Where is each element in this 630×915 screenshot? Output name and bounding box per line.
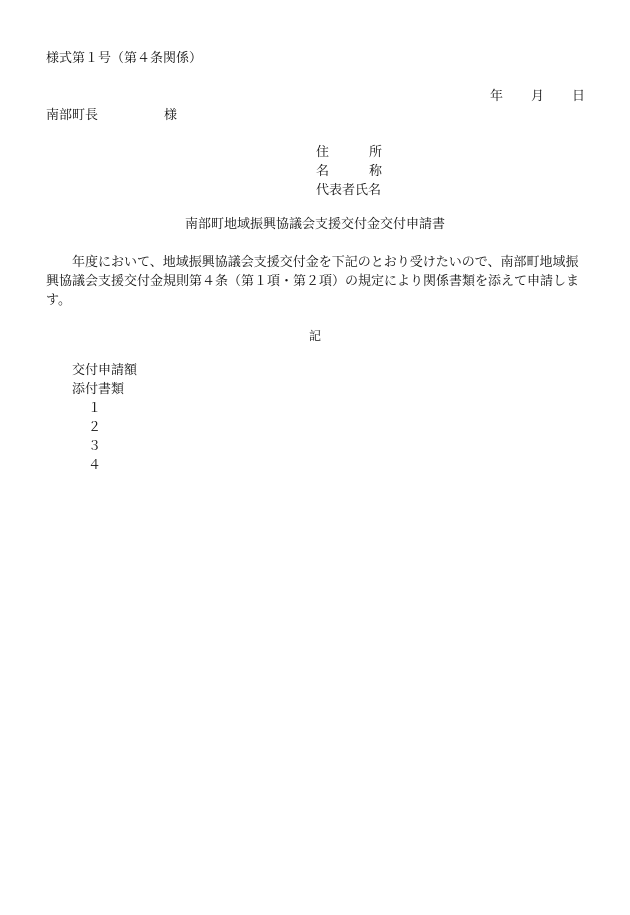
body-paragraph [46,253,590,310]
attachment-item: ２ [88,420,102,435]
amount-label: 交付申請額 [72,363,138,378]
form-number: 様式第１号（第４条関係） [46,51,203,66]
applicant-address-label: 住所 [316,145,382,160]
date-day-label: 日 [572,89,586,104]
attachment-item: １ [88,401,102,416]
applicant-block [316,144,382,201]
attachments-label: 添付書類 [72,382,125,397]
ki-marker: 記 [308,329,321,343]
items-list [72,362,137,476]
recipient-honorific: 様 [164,108,178,123]
recipient [46,107,177,125]
applicant-name-label: 名称 [316,164,382,179]
recipient-name: 南部町長 [46,108,99,123]
body-text: 年度において、地域振興協議会支援交付金を下記のとおり受けたいので、南部町地域振興協議会支援交付金規則第４条（第１項・第２項）の規定により関係書類を添えて申請します。 [46,255,580,308]
attachment-item: ４ [88,458,102,473]
attachment-item: ３ [88,439,102,454]
date-line [490,88,585,106]
date-month-label: 月 [531,89,545,104]
date-year-label: 年 [490,89,504,104]
document-title: 南部町地域振興協議会支援交付金交付申請書 [184,217,445,232]
applicant-representative-label: 代表者氏名 [316,183,382,198]
